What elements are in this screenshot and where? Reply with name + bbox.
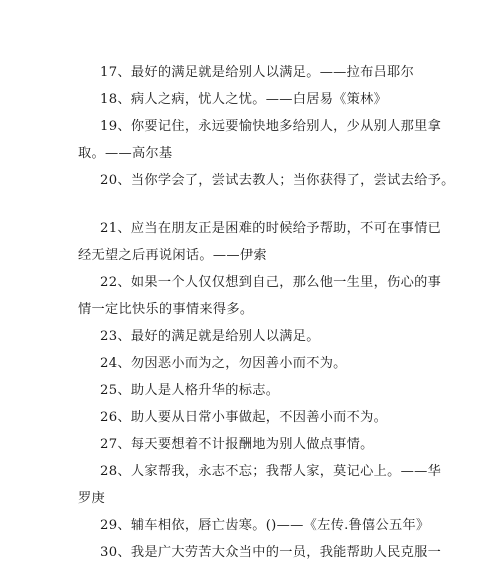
quote-22-line-1: 22、如果一个人仅仅想到自己，那么他一生里，伤心的事 — [100, 275, 442, 290]
quote-30-line-1: 30、我是广大劳苦大众当中的一员，我能帮助人民克服一 — [100, 545, 442, 560]
quote-23: 23、最好的满足就是给别人以满足。 — [100, 329, 320, 344]
quote-20: 20、当你学会了，尝试去教人；当你获得了，尝试去给予。 — [100, 173, 455, 188]
quote-22-line-2: 情一定比快乐的事情来得多。 — [78, 302, 254, 317]
quote-17: 17、最好的满足就是给别人以满足。——拉布吕耶尔 — [100, 65, 415, 80]
quote-21-line-2: 经无望之后再说闲话。——伊索 — [78, 248, 267, 263]
quote-26: 26、助人要从日常小事做起，不因善小而不为。 — [100, 410, 388, 425]
quote-28-line-2: 罗庚 — [78, 491, 105, 506]
quote-29: 29、辅车相依，唇亡齿寒。()——《左传.鲁僖公五年》 — [100, 518, 430, 533]
quote-21-line-1: 21、应当在朋友正是困难的时候给予帮助，不可在事情已 — [100, 221, 442, 236]
quote-28-line-1: 28、人家帮我，永志不忘；我帮人家，莫记心上。——华 — [100, 464, 442, 479]
quote-18: 18、病人之病，忧人之忧。——白居易《策林》 — [100, 92, 388, 107]
quote-24: 24、勿因恶小而为之，勿因善小而不为。 — [100, 356, 347, 371]
quote-25: 25、助人是人格升华的标志。 — [100, 383, 280, 398]
quote-19-line-2: 取。——高尔基 — [78, 146, 173, 161]
quote-19-line-1: 19、你要记住，永远要愉快地多给别人，少从别人那里拿 — [100, 119, 442, 134]
quote-27: 27、每天要想着不计报酬地为别人做点事情。 — [100, 437, 374, 452]
